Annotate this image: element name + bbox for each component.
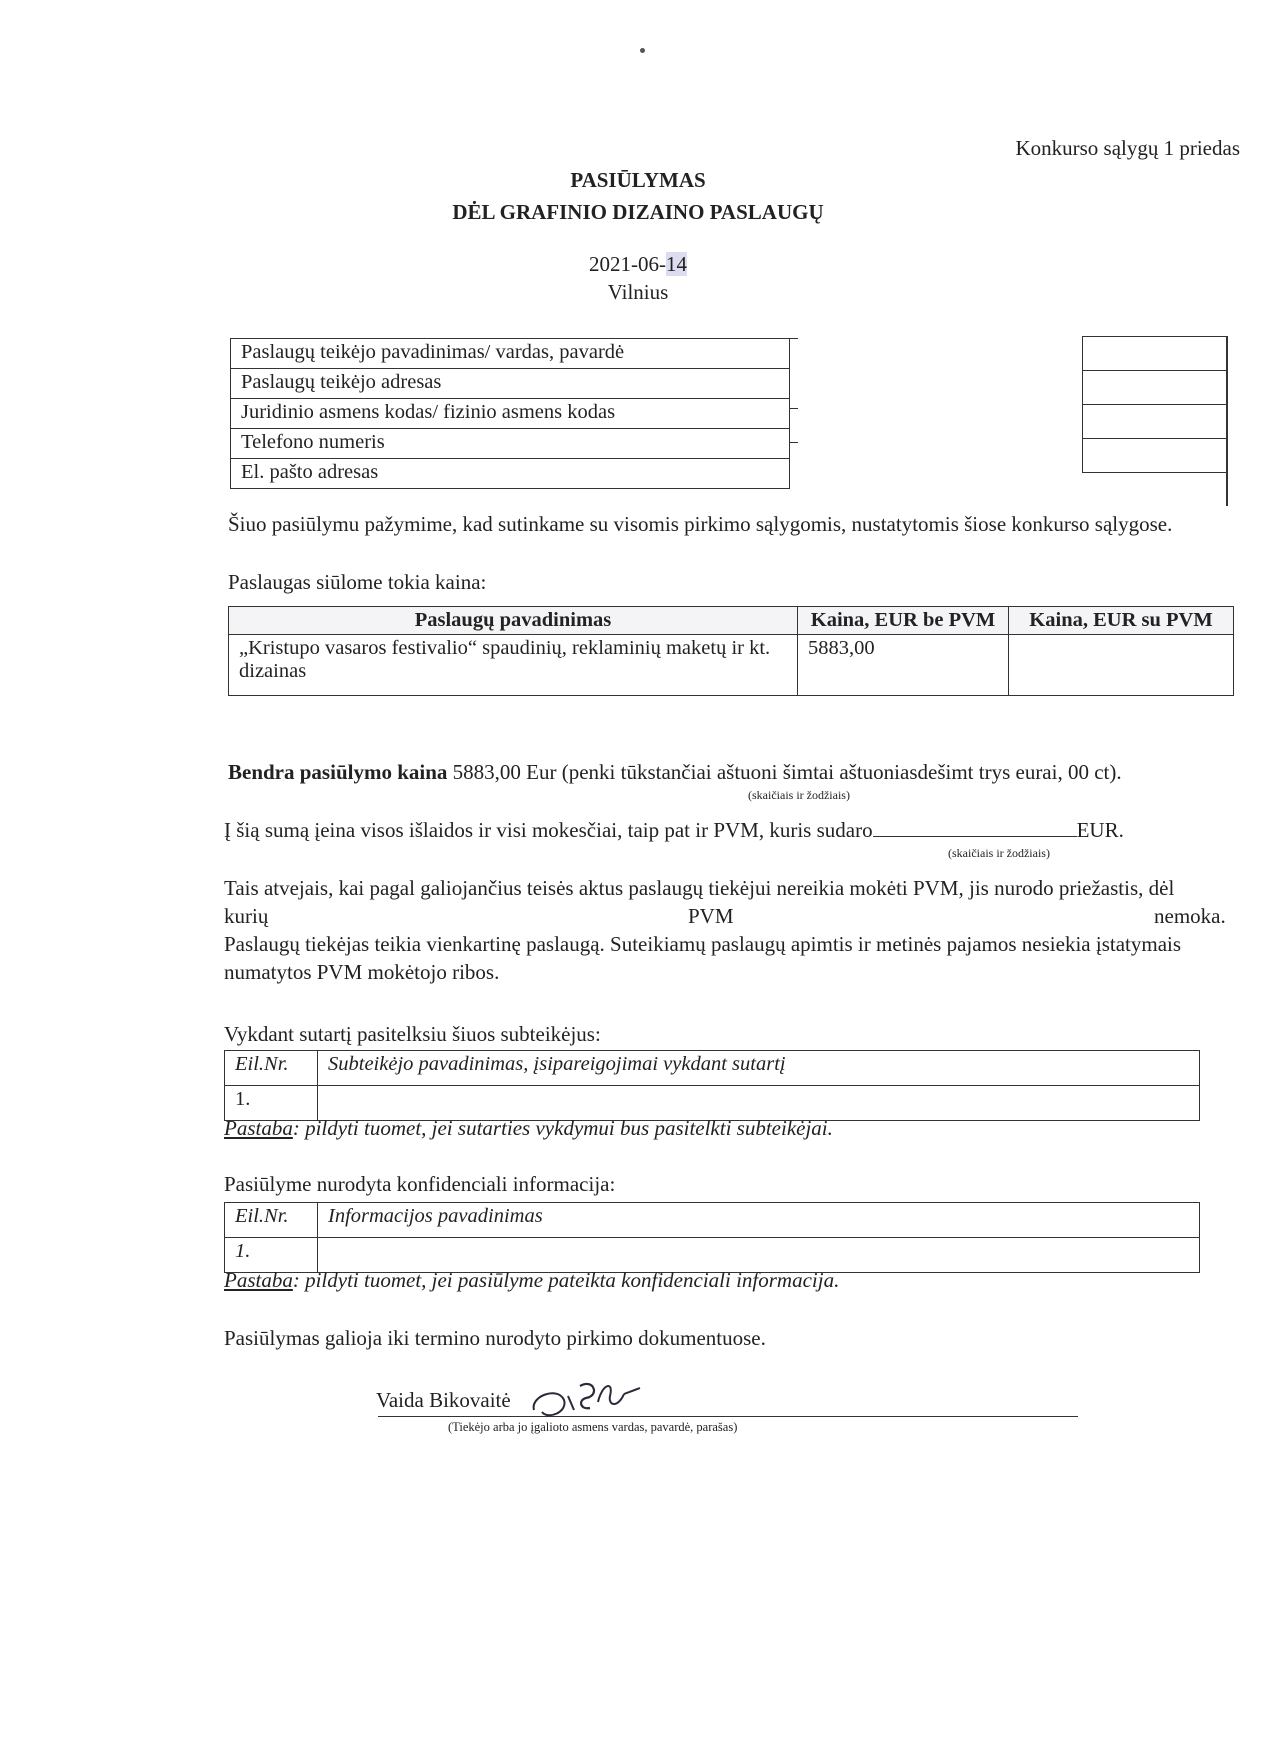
provider-info-row	[231, 429, 790, 459]
price-header-without-vat: Kaina, EUR be PVM	[798, 607, 1009, 635]
note-label: Pastaba	[224, 1116, 293, 1140]
total-price-value: 5883,00 Eur (penki tūkstančiai aštuoni šimtai aštuoniasdešimt trys eurai, 00 ct).	[452, 760, 1122, 784]
provider-value-cell	[1082, 370, 1228, 404]
confidential-header-row	[225, 1203, 1200, 1238]
service-name-cell: „Kristupo vasaros festivalio“ spaudinių, reklaminių maketų ir kt. dizainas	[229, 635, 798, 696]
price-table-header-row	[229, 607, 1234, 635]
scan-dot	[640, 48, 645, 53]
confidential-row-no: 1.	[225, 1238, 318, 1273]
provider-value-cell	[1082, 438, 1228, 472]
exemption-line-2-b: PVM	[688, 904, 734, 928]
title-line-2: DĖL GRAFINIO DIZAINO PASLAUGŲ	[452, 200, 824, 224]
document-city: Vilnius	[607, 280, 669, 304]
provider-value-column	[1082, 336, 1228, 506]
confidential-header-no: Eil.Nr.	[225, 1203, 318, 1238]
provider-info-row	[231, 399, 790, 429]
title-line-1: PASIŪLYMAS	[570, 168, 706, 192]
signature-line	[378, 1416, 1078, 1417]
provider-value-border	[1226, 336, 1228, 506]
vat-line	[224, 816, 1124, 844]
appendix-label: Konkurso sąlygų 1 priedas	[1015, 136, 1240, 160]
subcontractors-header-row	[225, 1051, 1200, 1086]
total-price-label: Bendra pasiūlymo kaina	[228, 760, 448, 784]
date-day: 14	[666, 252, 687, 276]
vat-hint: (skaičiais ir žodžiais)	[948, 846, 1050, 860]
subcontractors-table	[224, 1050, 1200, 1121]
provider-info-label: Paslaugų teikėjo adresas	[231, 369, 790, 399]
provider-value-cell	[1082, 336, 1228, 370]
signatory-name: Vaida Bikovaitė	[376, 1388, 511, 1412]
provider-info-row	[231, 369, 790, 399]
vat-amount-blank	[873, 816, 1077, 837]
validity-text: Pasiūlymas galioja iki termino nurodyto pirkimo dokumentuose.	[224, 1326, 766, 1350]
subcontractors-intro: Vykdant sutartį pasitelksiu šiuos subteikėjus:	[224, 1022, 601, 1046]
subcontractors-row-no: 1.	[225, 1086, 318, 1121]
provider-info-label: Juridinio asmens kodas/ fizinio asmens kodas	[231, 399, 790, 429]
total-price-line	[228, 758, 1258, 786]
price-with-vat-cell	[1009, 635, 1234, 696]
exemption-line-3: Paslaugų tiekėjas teikia vienkartinę paslaugą. Suteikiamų paslaugų apimtis ir metinės pajamos nesiekia įstatymais	[224, 932, 1182, 956]
price-header-name: Paslaugų pavadinimas	[229, 607, 798, 635]
provider-info-label: El. pašto adresas	[231, 459, 790, 489]
exemption-line-4: numatytos PVM mokėtojo ribos.	[224, 960, 500, 984]
subcontractors-header-name: Subteikėjo pavadinimas, įsipareigojimai vykdant sutartį	[318, 1051, 1200, 1086]
confidential-header-name: Informacijos pavadinimas	[318, 1203, 1200, 1238]
exemption-line-2-c: nemoka.	[1154, 904, 1226, 928]
exemption-line-2-a: kurių	[224, 904, 269, 928]
exemption-line-1: Tais atvejais, kai pagal galiojančius teisės aktus paslaugų tiekėjui nereikia mokėti PVM, jis nurodo priežastis, dėl	[224, 876, 1175, 900]
price-table-row	[229, 635, 1234, 696]
subcontractors-note	[224, 1114, 833, 1142]
price-table	[228, 606, 1234, 696]
provider-info-row	[231, 459, 790, 489]
table-edge-mark	[790, 408, 798, 409]
vat-suffix: EUR.	[1076, 818, 1124, 842]
note-text: : pildyti tuomet, jei sutarties vykdymui bus pasitelkti subteikėjai.	[292, 1116, 833, 1140]
confidential-intro: Pasiūlyme nurodyta konfidenciali informacija:	[224, 1172, 616, 1196]
signature-hint: (Tiekėjo arba jo įgalioto asmens vardas, pavardė, parašas)	[448, 1420, 738, 1434]
table-edge-mark	[790, 442, 798, 443]
provider-info-row	[231, 339, 790, 369]
date-prefix: 2021-06-	[589, 252, 666, 276]
provider-value-cell	[1082, 472, 1228, 506]
price-header-with-vat: Kaina, EUR su PVM	[1009, 607, 1234, 635]
price-intro: Paslaugas siūlome tokia kaina:	[228, 570, 487, 594]
total-price-hint: (skaičiais ir žodžiais)	[748, 788, 850, 802]
confidential-note	[224, 1266, 839, 1294]
vat-text: Į šią sumą įeina visos išlaidos ir visi mokesčiai, taip pat ir PVM, kuris sudaro	[224, 818, 873, 842]
confidential-table	[224, 1202, 1200, 1273]
price-without-vat-cell: 5883,00	[798, 635, 1009, 696]
document-date	[0, 252, 1276, 277]
subcontractors-header-no: Eil.Nr.	[225, 1051, 318, 1086]
note-label: Pastaba	[224, 1268, 293, 1292]
table-edge-mark	[790, 338, 798, 339]
provider-info-label: Telefono numeris	[231, 429, 790, 459]
provider-value-cell	[1082, 404, 1228, 438]
provider-info-table	[230, 338, 790, 489]
provider-info-label: Paslaugų teikėjo pavadinimas/ vardas, pavardė	[231, 339, 790, 369]
agreement-text: Šiuo pasiūlymu pažymime, kad sutinkame su visomis pirkimo sąlygomis, nustatytomis šiose konkurso sąlygose.	[228, 512, 1173, 536]
note-text: : pildyti tuomet, jei pasiūlyme pateikta konfidenciali informacija.	[292, 1268, 840, 1292]
